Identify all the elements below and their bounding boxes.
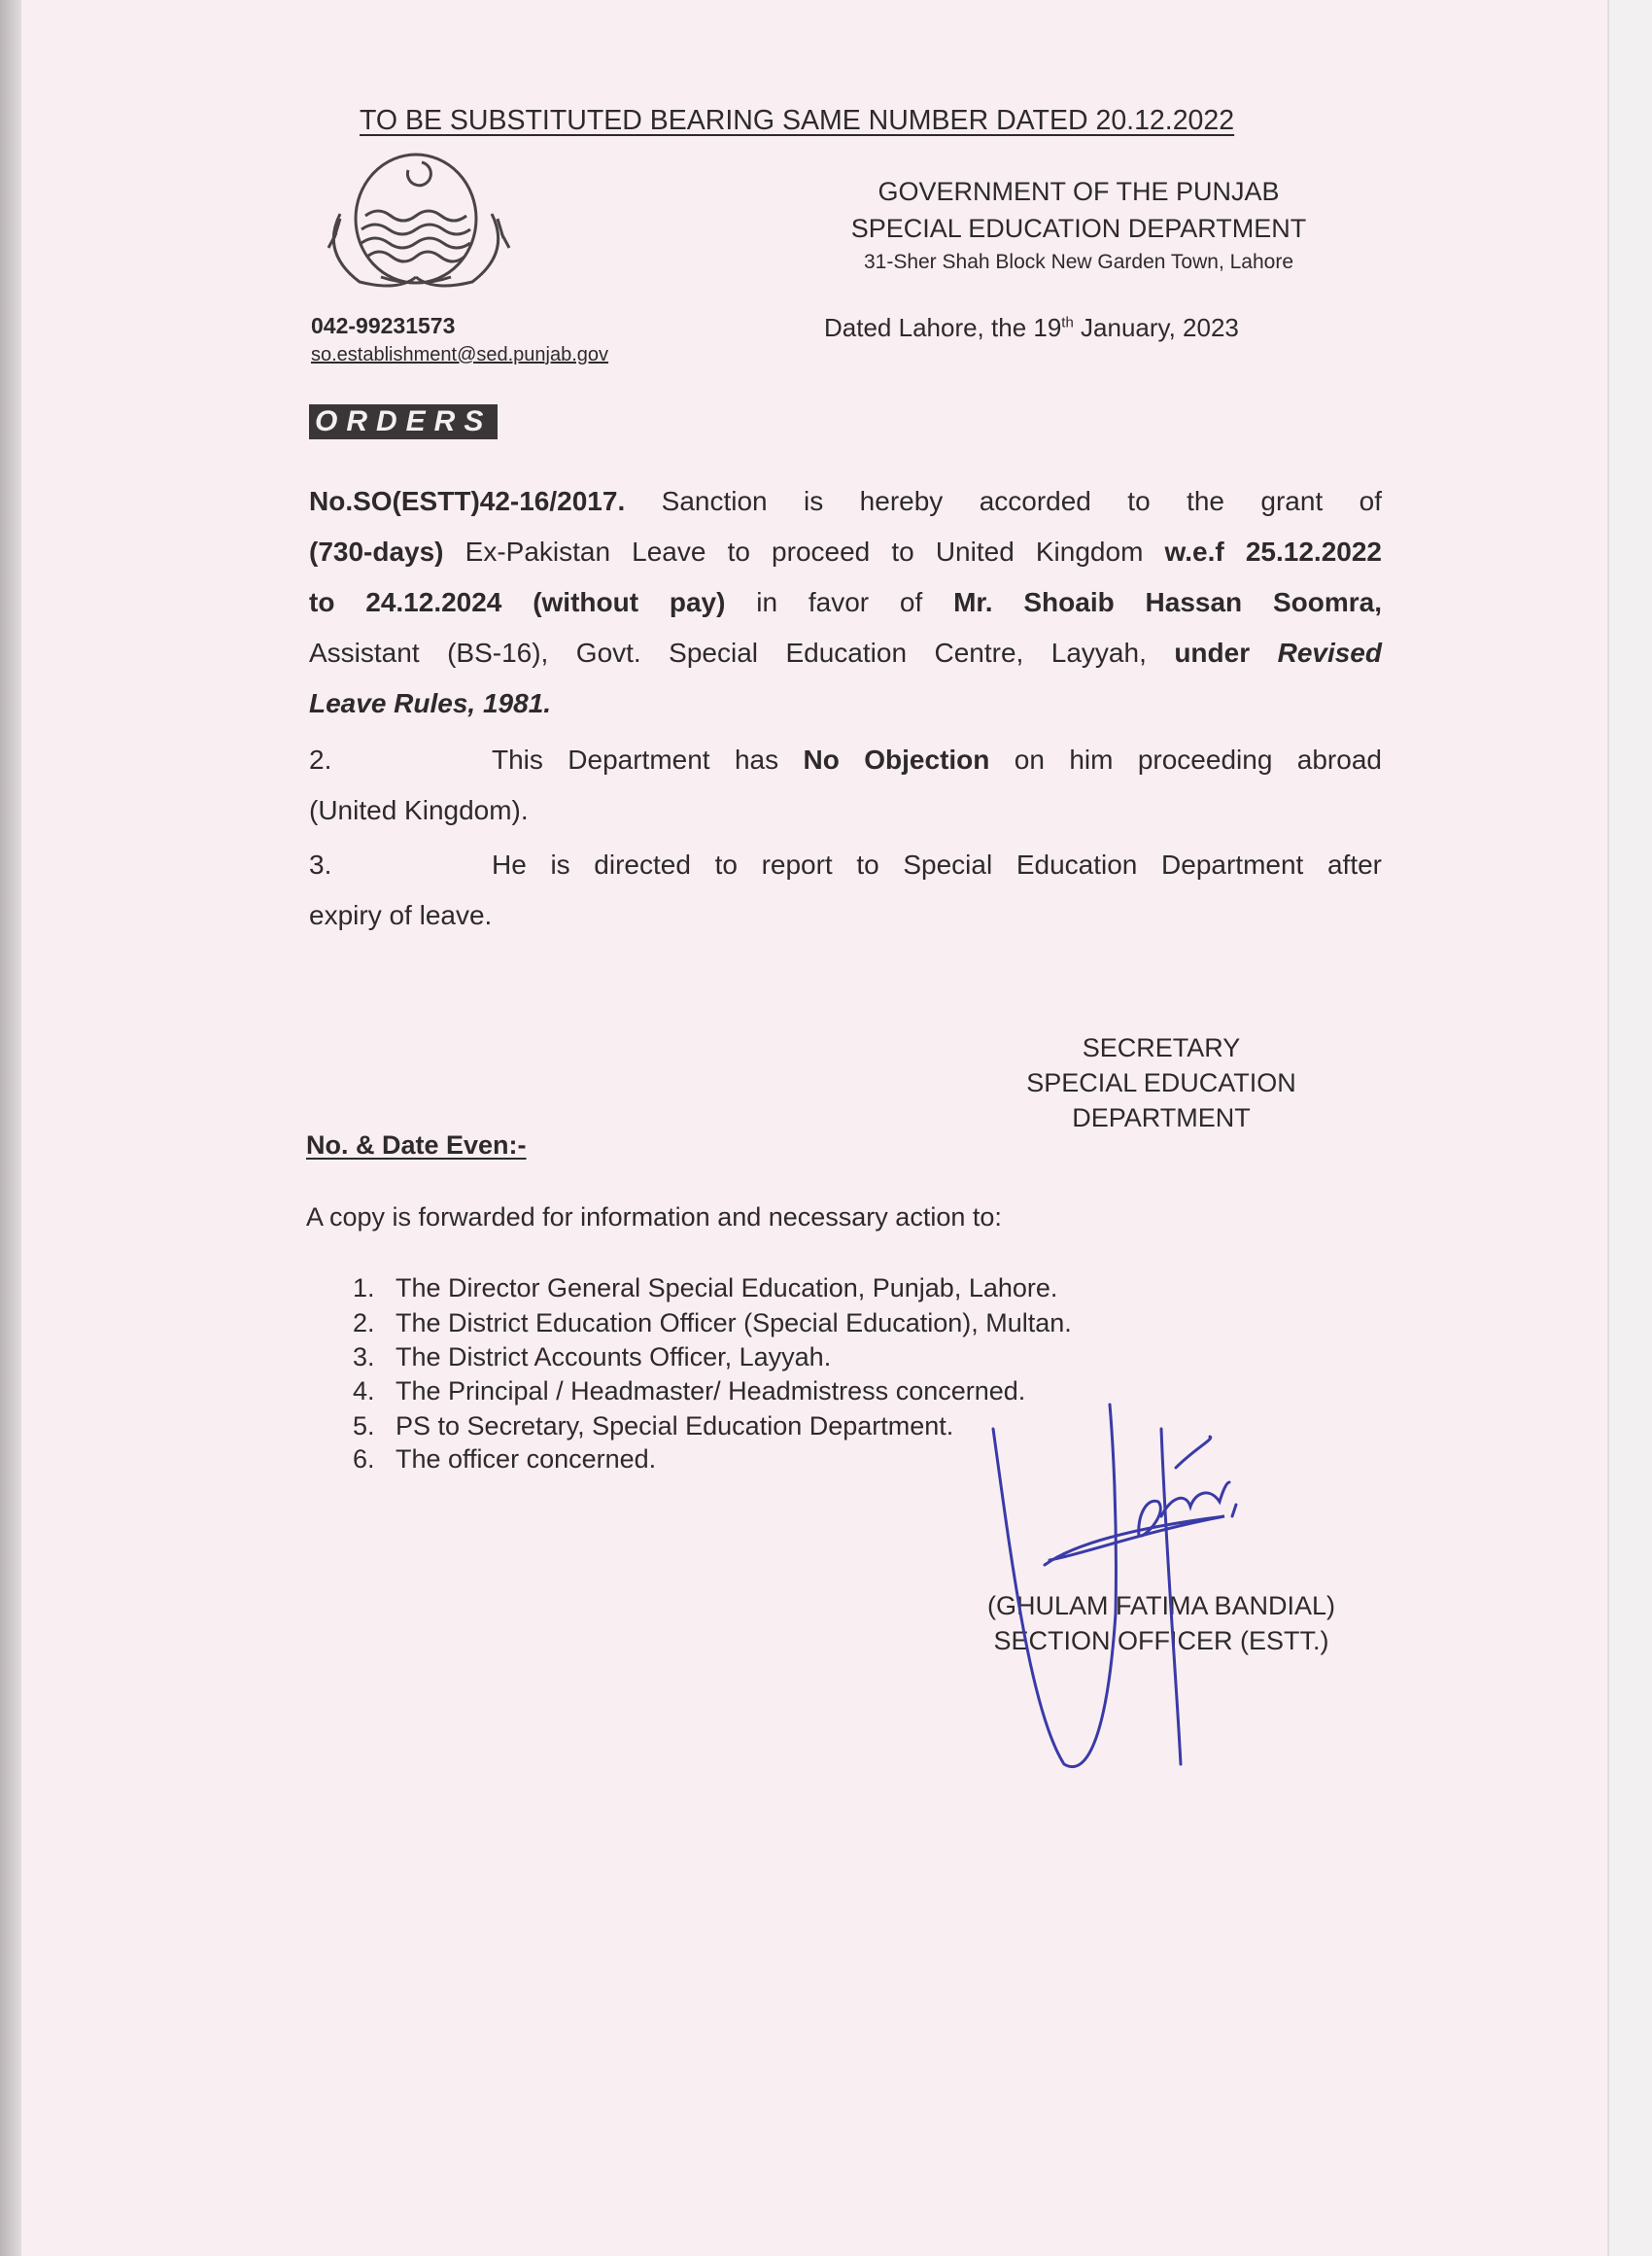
item-text: The District Education Officer (Special Education), Multan.: [396, 1308, 1072, 1337]
signatory-designation: SECTION OFFICER (ESTT.): [993, 1626, 1329, 1655]
recipient-item: [353, 1342, 831, 1372]
secretary-line: SECRETARY: [1082, 1033, 1241, 1062]
copy-intro: A copy is forwarded for information and necessary action to:: [306, 1202, 1002, 1232]
text: under: [1174, 638, 1278, 668]
item-text: The District Accounts Officer, Layyah.: [396, 1342, 832, 1371]
text: Assistant (BS-16), Govt. Special Education Centre, Layyah,: [309, 638, 1175, 668]
date-text: Dated Lahore, the 19: [824, 313, 1062, 342]
substitution-note: TO BE SUBSTITUTED BEARING SAME NUMBER DATED 20.12.2022: [360, 105, 1235, 136]
department-address: 31-Sher Shah Block New Garden Town, Lahore: [863, 251, 1294, 273]
paragraph-1: [309, 476, 1382, 729]
leave-days: (730-days): [309, 537, 444, 567]
paragraph-number: 2.: [309, 745, 332, 775]
secretary-block: [972, 1030, 1351, 1135]
orders-heading: ORDERS: [309, 404, 498, 439]
item-number: 5.: [353, 1411, 375, 1440]
leave-end: to 24.12.2024 (without pay): [309, 587, 726, 617]
text: Sanction is hereby accorded to the grant of: [625, 486, 1382, 516]
secretary-line: DEPARTMENT: [1072, 1103, 1251, 1132]
copy-heading: No. & Date Even:-: [306, 1130, 527, 1160]
item-number: 2.: [353, 1308, 375, 1337]
item-number: 1.: [353, 1273, 375, 1302]
recipient-item: [353, 1376, 1025, 1406]
recipient-item: [353, 1411, 953, 1441]
employee-name: Mr. Shoaib Hassan Soomra,: [953, 587, 1382, 617]
text: in favor of: [725, 587, 954, 617]
order-number: No.SO(ESTT)42-16/2017.: [309, 486, 626, 516]
order-date: [824, 313, 1239, 343]
text: expiry of leave.: [309, 900, 493, 930]
rules: Revised: [1277, 638, 1382, 668]
text: This Department has: [492, 745, 804, 775]
paragraph-2: [309, 735, 1382, 836]
leave-start: w.e.f 25.12.2022: [1164, 537, 1382, 567]
scan-right-edge: [1607, 0, 1652, 2256]
rules: Leave Rules, 1981.: [309, 688, 552, 718]
document-page: [21, 0, 1607, 2256]
signatory-block: [933, 1588, 1390, 1658]
recipient-item: [353, 1444, 656, 1475]
text: on him proceeding abroad: [989, 745, 1382, 775]
item-number: 4.: [353, 1376, 375, 1406]
scan-left-edge: [0, 0, 23, 2256]
item-text: The Director General Special Education, Punjab, Lahore.: [396, 1273, 1058, 1302]
department-title: SPECIAL EDUCATION DEPARTMENT: [850, 214, 1307, 243]
email-address: so.establishment@sed.punjab.gov: [311, 344, 609, 365]
paragraph-number: 3.: [309, 850, 332, 880]
item-number: 6.: [353, 1444, 375, 1474]
signatory-name: (GHULAM FATIMA BANDIAL): [986, 1591, 1336, 1620]
item-text: The officer concerned.: [396, 1444, 657, 1474]
government-title: GOVERNMENT OF THE PUNJAB: [878, 177, 1280, 206]
item-text: PS to Secretary, Special Education Department.: [396, 1411, 954, 1440]
date-month-year: January, 2023: [1073, 313, 1239, 342]
recipient-item: [353, 1308, 1072, 1338]
phone-number: 042-99231573: [311, 313, 456, 338]
text: (United Kingdom).: [309, 795, 529, 825]
no-objection: No Objection: [803, 745, 990, 775]
item-text: The Principal / Headmaster/ Headmistress concerned.: [396, 1376, 1026, 1406]
date-suffix: th: [1061, 314, 1074, 331]
item-number: 3.: [353, 1342, 375, 1371]
recipient-item: [353, 1273, 1057, 1303]
text: Ex-Pakistan Leave to proceed to United Kingdom: [443, 537, 1165, 567]
paragraph-3: [309, 840, 1382, 941]
text: He is directed to report to Special Education Department after: [492, 850, 1382, 880]
secretary-line: SPECIAL EDUCATION: [1026, 1068, 1296, 1097]
